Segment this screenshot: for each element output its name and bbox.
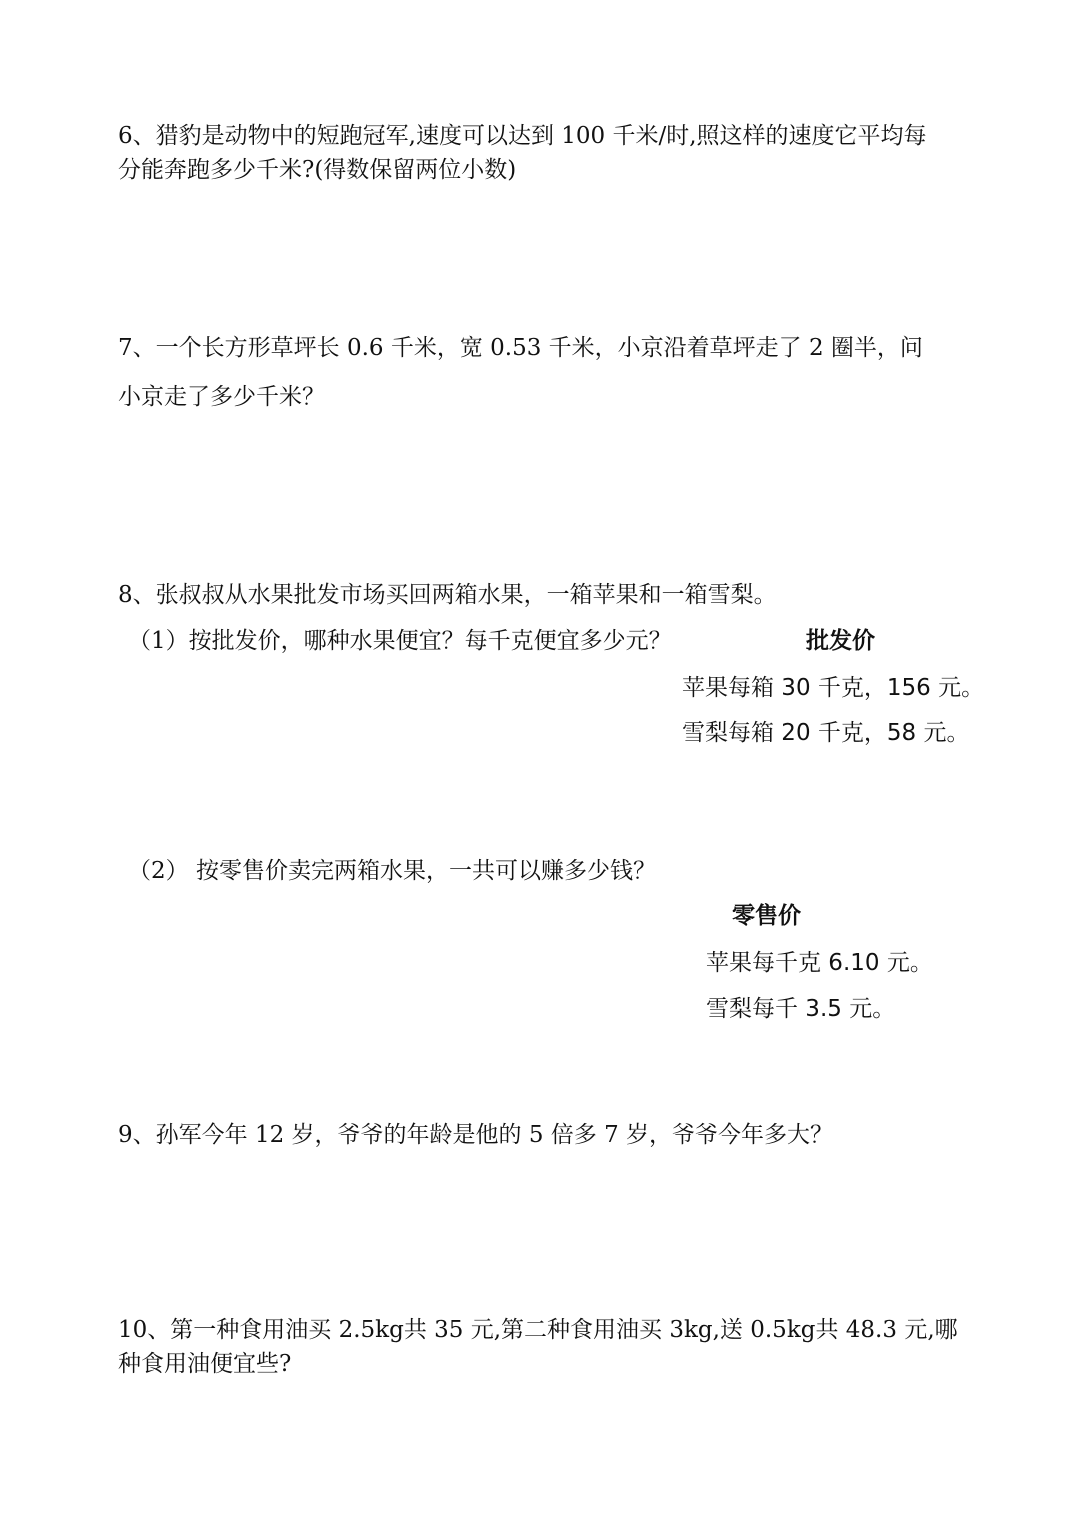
question-6-line-1: 6、猎豹是动物中的短跑冠军,速度可以达到 100 千米/时,照这样的速度它平均每 (118, 123, 927, 149)
wholesale-pear-price: 雪梨每箱 20 千克，58 元。 (682, 720, 970, 746)
wholesale-price-title: 批发价 (806, 628, 875, 654)
retail-apple-price: 苹果每千克 6.10 元。 (706, 950, 933, 976)
retail-price-title: 零售价 (732, 903, 801, 929)
retail-pear-price: 雪梨每千 3.5 元。 (706, 996, 896, 1022)
question-10-line-2: 种食用油便宜些? (118, 1351, 292, 1377)
question-6-line-2: 分能奔跑多少千米?(得数保留两位小数) (118, 157, 517, 183)
question-8-intro: 8、张叔叔从水果批发市场买回两箱水果，一箱苹果和一箱雪梨。 (118, 582, 777, 608)
question-9-line-1: 9、孙军今年 12 岁，爷爷的年龄是他的 5 倍多 7 岁，爷爷今年多大？ (118, 1122, 834, 1148)
question-10-line-1: 10、第一种食用油买 2.5kg共 35 元,第二种食用油买 3kg,送 0.5kg共 48.3 元,哪 (118, 1317, 958, 1343)
question-8-part-1: （1）按批发价，哪种水果便宜？每千克便宜多少元？ (128, 628, 672, 654)
question-7-line-2: 小京走了多少千米？ (118, 384, 325, 410)
question-8-part-2: （2） 按零售价卖完两箱水果，一共可以赚多少钱？ (128, 858, 656, 884)
question-7-line-1: 7、一个长方形草坪长 0.6 千米，宽 0.53 千米，小京沿着草坪走了 2 圈半，问 (118, 335, 923, 361)
wholesale-apple-price: 苹果每箱 30 千克，156 元。 (682, 675, 985, 701)
